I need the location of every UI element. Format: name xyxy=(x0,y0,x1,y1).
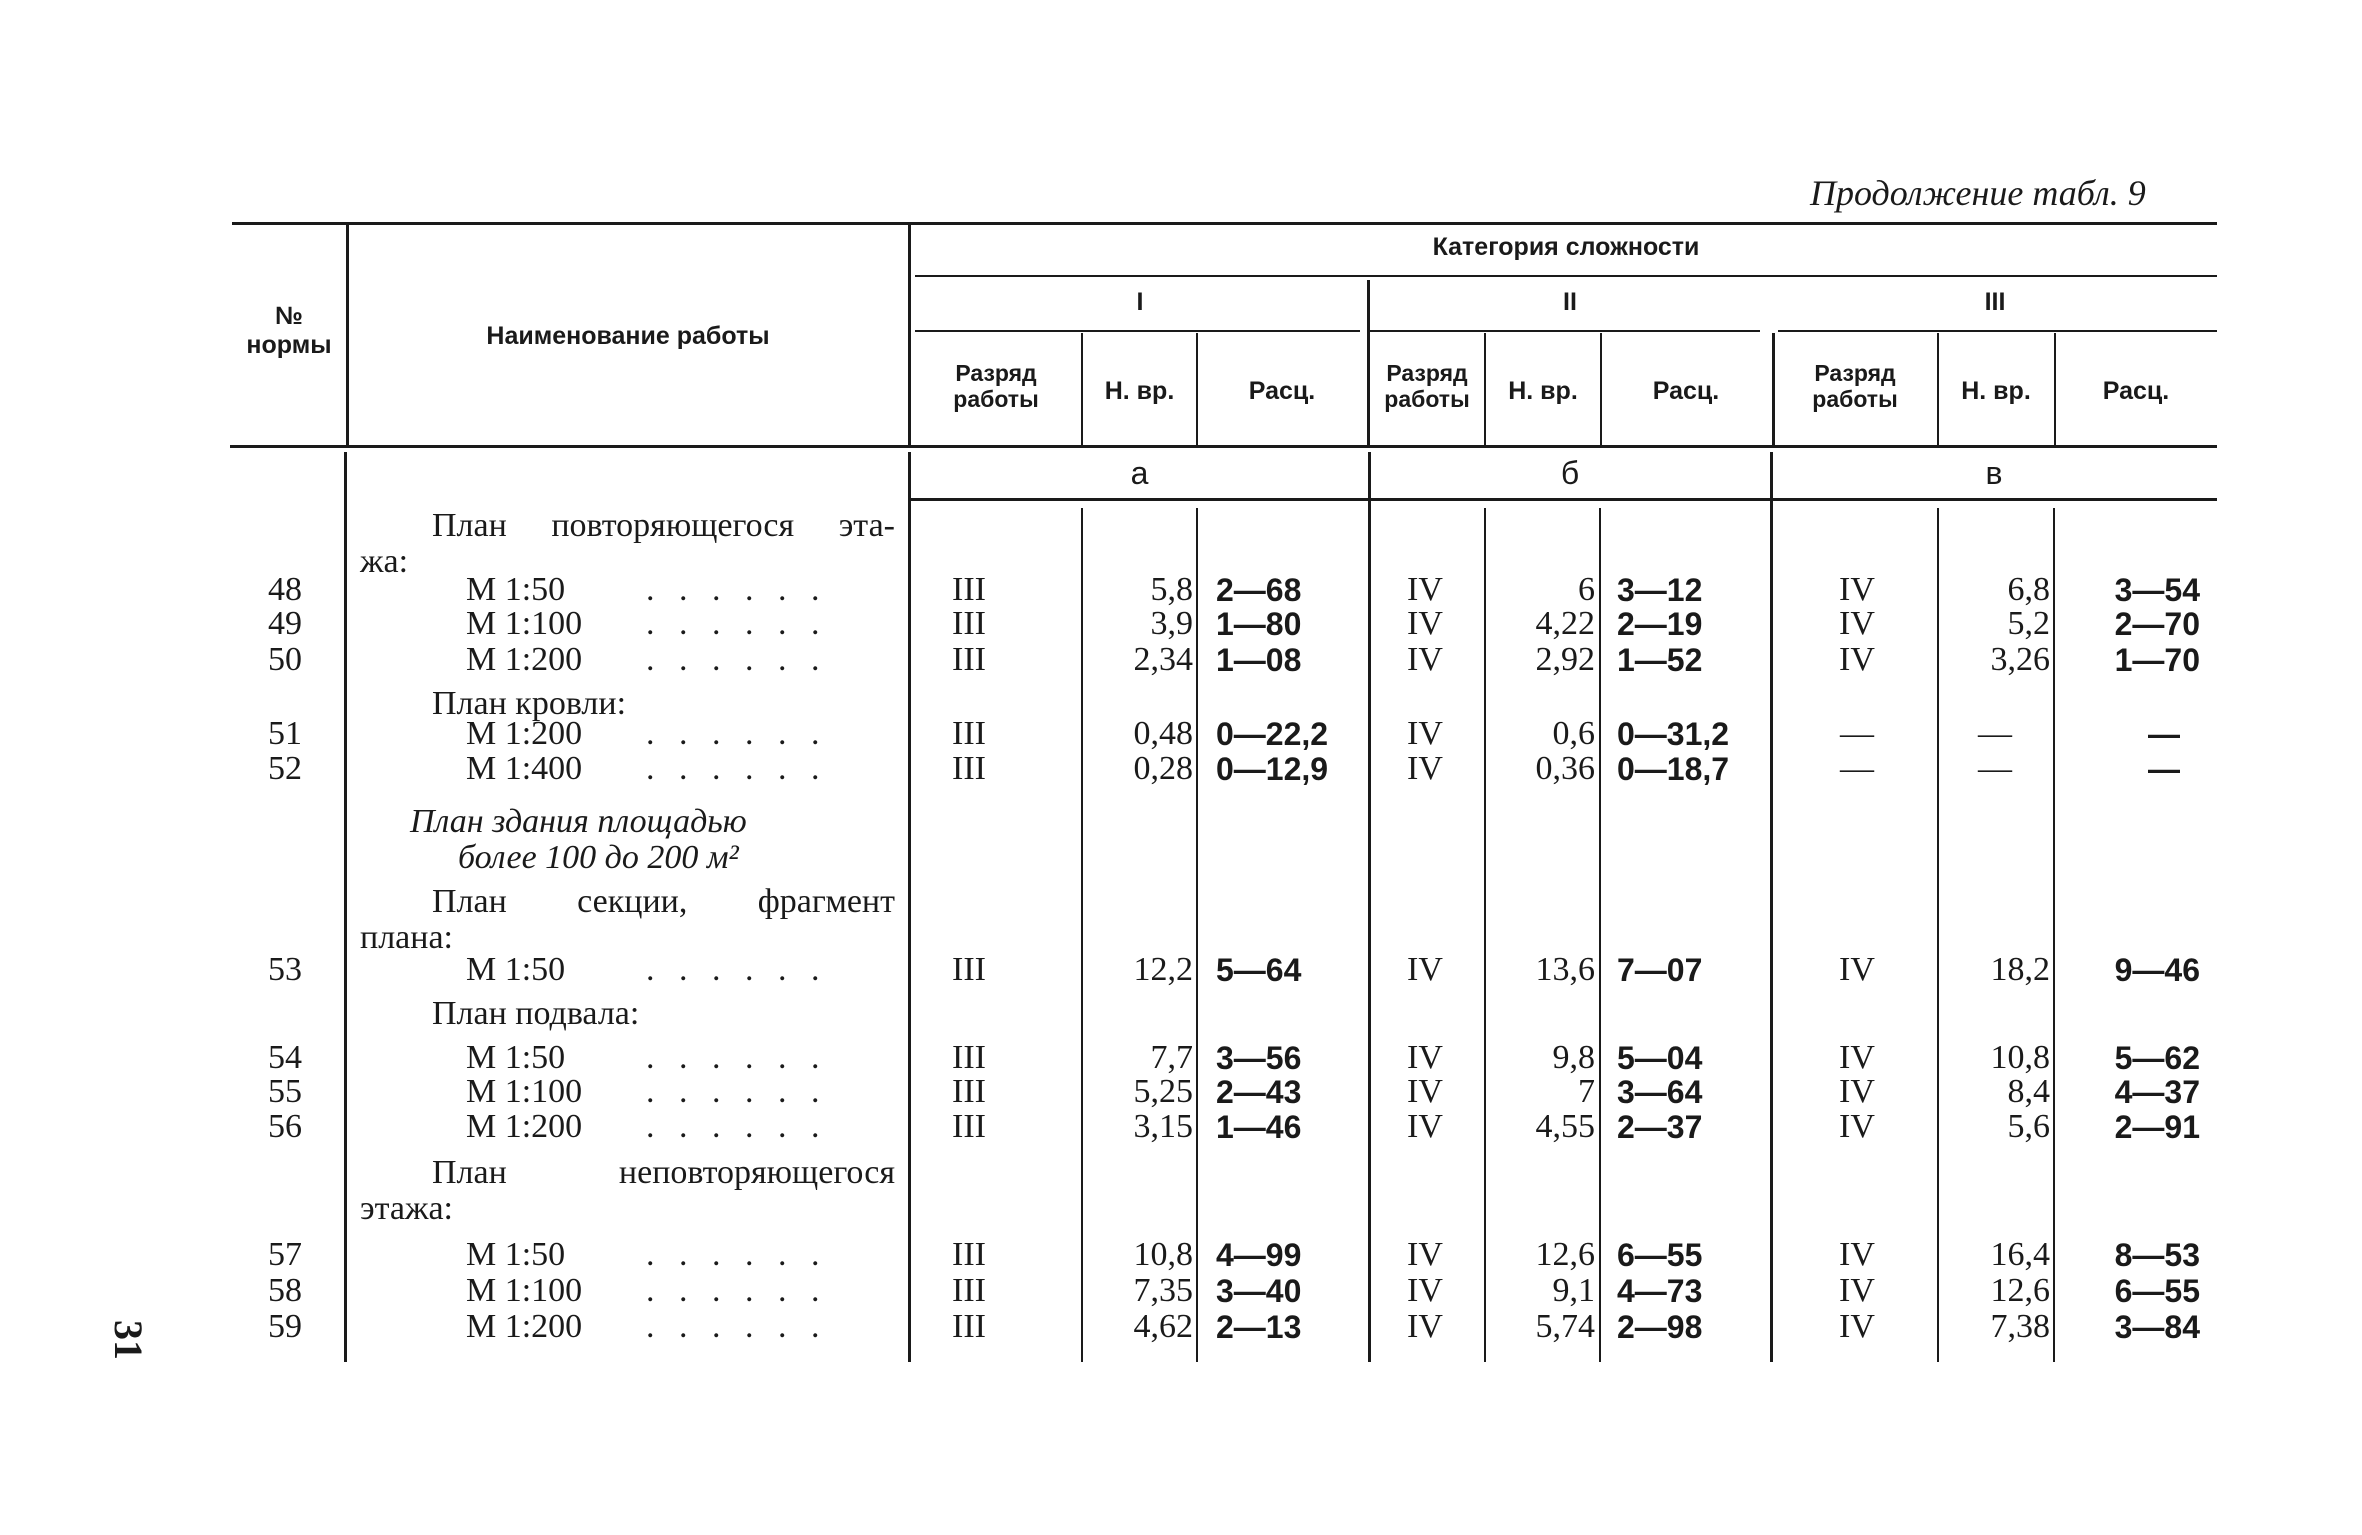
cell-razr: III xyxy=(952,951,986,988)
leader-dots: . . . . . . xyxy=(646,1039,828,1076)
cell-norm-time: 5,2 xyxy=(2007,605,2050,642)
cell-razr: IV xyxy=(1839,1073,1875,1110)
cell-razr: III xyxy=(952,571,986,608)
rule-top xyxy=(232,222,2217,225)
table-caption: Продолжение табл. 9 xyxy=(1810,173,2146,213)
header-razr-3-l1: Разряд xyxy=(1814,360,1896,386)
cell-rate: 3—12 xyxy=(1617,572,1703,608)
cell-rate: 2—37 xyxy=(1617,1109,1703,1145)
row-number: 50 xyxy=(268,641,302,678)
section-line: плана: xyxy=(360,919,453,956)
rule-cat-ii xyxy=(1370,330,1760,332)
section-line: План секции, фрагмент xyxy=(432,883,895,920)
leader-dots: . . . . . . xyxy=(646,1272,828,1309)
cell-rate: — xyxy=(2148,716,2180,752)
row-name: М 1:200 xyxy=(466,1108,583,1145)
row-number: 51 xyxy=(268,715,302,752)
cell-rate: 2—68 xyxy=(1216,572,1302,608)
cell-razr: III xyxy=(952,641,986,678)
section-title: План подвала: xyxy=(432,995,640,1032)
header-cat-iii: III xyxy=(1984,288,2006,316)
cell-razr: IV xyxy=(1839,1272,1875,1309)
leader-dots: . . . . . . xyxy=(646,605,828,642)
cell-rate: 3—56 xyxy=(1216,1040,1302,1076)
cell-norm-time: 2,34 xyxy=(1133,641,1193,678)
cell-razr: IV xyxy=(1839,571,1875,608)
cell-razr: III xyxy=(952,1308,986,1345)
cell-rate: 2—70 xyxy=(2114,606,2200,642)
row-name: М 1:200 xyxy=(466,715,583,752)
section-title xyxy=(360,1155,895,1227)
row-number: 57 xyxy=(268,1236,302,1273)
cell-rate: 3—40 xyxy=(1216,1273,1302,1309)
cell-rate: 2—91 xyxy=(2114,1109,2200,1145)
section-line: более 100 до 200 м² xyxy=(458,839,739,876)
page-number: 31 xyxy=(106,1320,151,1360)
cell-razr: III xyxy=(952,1073,986,1110)
row-number: 56 xyxy=(268,1108,302,1145)
cell-rate: 2—98 xyxy=(1617,1309,1703,1345)
cell-norm-time: 7 xyxy=(1578,1073,1595,1110)
rule-category xyxy=(915,275,2217,277)
header-razr-2-l2: работы xyxy=(1384,386,1470,412)
cell-norm-time: 7,38 xyxy=(1990,1308,2050,1345)
row-number: 52 xyxy=(268,750,302,787)
vrule-name xyxy=(908,225,911,445)
cell-razr: IV xyxy=(1839,1108,1875,1145)
cell-rate: 5—64 xyxy=(1216,952,1302,988)
cell-razr: III xyxy=(952,750,986,787)
cell-norm-time: 12,2 xyxy=(1133,951,1193,988)
header-nvr-2: Н. вр. xyxy=(1508,377,1578,405)
cell-norm-time: 4,62 xyxy=(1133,1308,1193,1345)
cell-norm-time: 10,8 xyxy=(1133,1236,1193,1273)
cell-rate: 0—31,2 xyxy=(1617,716,1730,752)
header-razr-2 xyxy=(1370,360,1484,412)
cell-norm-time: 10,8 xyxy=(1990,1039,2050,1076)
cell-norm-time: 3,15 xyxy=(1133,1108,1193,1145)
cell-razr: IV xyxy=(1839,1039,1875,1076)
cell-razr: IV xyxy=(1407,750,1443,787)
letter-a: а xyxy=(1130,455,1149,491)
cell-rate: 6—55 xyxy=(2114,1273,2200,1309)
row-number: 49 xyxy=(268,605,302,642)
cell-razr: IV xyxy=(1407,1236,1443,1273)
cell-norm-time: 4,22 xyxy=(1535,605,1595,642)
row-number: 55 xyxy=(268,1073,302,1110)
leader-dots: . . . . . . xyxy=(646,715,828,752)
cell-norm-time: 0,28 xyxy=(1133,750,1193,787)
header-nvr-1: Н. вр. xyxy=(1104,377,1175,405)
row-name: М 1:400 xyxy=(466,750,583,787)
cell-norm-time: 13,6 xyxy=(1535,951,1595,988)
cell-norm-time: 3,9 xyxy=(1150,605,1193,642)
vrule-body-2 xyxy=(1196,508,1198,1362)
vrule-body-5 xyxy=(1599,508,1601,1362)
cell-norm-time: 7,35 xyxy=(1133,1272,1193,1309)
leader-dots: . . . . . . xyxy=(646,1073,828,1110)
cell-norm-time: 3,26 xyxy=(1990,641,2050,678)
cell-rate: 1—08 xyxy=(1216,642,1302,678)
cell-rate: 3—84 xyxy=(2114,1309,2200,1345)
cell-razr: IV xyxy=(1407,1272,1443,1309)
vrule-body-name xyxy=(908,452,911,1362)
cell-rate: 6—55 xyxy=(1617,1237,1703,1273)
leader-dots: . . . . . . xyxy=(646,571,828,608)
cell-norm-time: 4,55 xyxy=(1535,1108,1595,1145)
leader-dots: . . . . . . xyxy=(646,1236,828,1273)
cell-razr: III xyxy=(952,1039,986,1076)
row-name: М 1:50 xyxy=(466,1236,566,1273)
leader-dots: . . . . . . xyxy=(646,1308,828,1345)
section-line: План неповторяющегося xyxy=(432,1154,895,1191)
cell-norm-time: — xyxy=(1978,715,2012,752)
section-line: План здания площадью xyxy=(410,803,747,840)
cell-rate: 9—46 xyxy=(2114,952,2200,988)
vrule-body-8 xyxy=(2053,508,2055,1362)
cell-razr: — xyxy=(1840,750,1874,787)
header-cat-i: I xyxy=(1136,288,1144,316)
cell-rate: 0—22,2 xyxy=(1216,716,1329,752)
cell-rate: 5—04 xyxy=(1617,1040,1703,1076)
cell-razr: III xyxy=(952,605,986,642)
header-razr-3-l2: работы xyxy=(1812,386,1898,412)
cell-norm-time: 5,6 xyxy=(2007,1108,2050,1145)
cell-razr: IV xyxy=(1839,1236,1875,1273)
cell-rate: 3—64 xyxy=(1617,1074,1703,1110)
cell-rate: 8—53 xyxy=(2114,1237,2200,1273)
cell-razr: IV xyxy=(1839,951,1875,988)
leader-dots: . . . . . . xyxy=(646,641,828,678)
cell-norm-time: 12,6 xyxy=(1990,1272,2050,1309)
section-title xyxy=(360,884,895,956)
leader-dots: . . . . . . xyxy=(646,1108,828,1145)
row-name: М 1:50 xyxy=(466,951,566,988)
row-name: М 1:50 xyxy=(466,1039,566,1076)
header-no-line1: № xyxy=(275,302,303,330)
cell-razr: III xyxy=(952,1236,986,1273)
cell-norm-time: 16,4 xyxy=(1990,1236,2050,1273)
cell-razr: III xyxy=(952,715,986,752)
header-name: Наименование работы xyxy=(486,322,770,350)
cell-norm-time: 2,92 xyxy=(1535,641,1595,678)
cell-norm-time: 0,6 xyxy=(1552,715,1595,752)
cell-rate: 0—12,9 xyxy=(1216,751,1329,787)
rule-cat-iii xyxy=(1778,330,2217,332)
cell-rate: 3—54 xyxy=(2114,572,2200,608)
section-line: План повторяющегося эта- xyxy=(432,507,895,544)
cell-norm-time: 5,8 xyxy=(1150,571,1193,608)
header-razr-1 xyxy=(912,360,1080,412)
cell-norm-time: — xyxy=(1978,750,2012,787)
cell-rate: 1—70 xyxy=(2114,642,2200,678)
cell-rate: 1—52 xyxy=(1617,642,1703,678)
row-number: 58 xyxy=(268,1272,302,1309)
cell-rate: 2—13 xyxy=(1216,1309,1302,1345)
cell-norm-time: 12,6 xyxy=(1535,1236,1595,1273)
cell-razr: IV xyxy=(1407,1039,1443,1076)
cell-norm-time: 6 xyxy=(1578,571,1595,608)
cell-razr: IV xyxy=(1839,641,1875,678)
cell-norm-time: 9,1 xyxy=(1552,1272,1595,1309)
section-title xyxy=(360,508,895,580)
header-rasc-1: Расц. xyxy=(1248,377,1316,405)
cell-razr: III xyxy=(952,1108,986,1145)
row-name: М 1:200 xyxy=(466,641,583,678)
section-line: этажа: xyxy=(360,1190,453,1227)
cell-norm-time: 9,8 xyxy=(1552,1039,1595,1076)
row-name: М 1:50 xyxy=(466,571,566,608)
vrule-body-no xyxy=(344,452,347,1362)
cell-rate: 0—18,7 xyxy=(1617,751,1730,787)
vrule-body-7 xyxy=(1937,508,1939,1362)
cell-razr: IV xyxy=(1839,1308,1875,1345)
cell-norm-time: 8,4 xyxy=(2007,1073,2050,1110)
cell-razr: IV xyxy=(1407,951,1443,988)
header-razr-1-l2: работы xyxy=(953,386,1039,412)
cell-razr: IV xyxy=(1407,605,1443,642)
section-title: План кровли: xyxy=(432,685,627,722)
vrule-no xyxy=(346,225,349,445)
row-number: 54 xyxy=(268,1039,302,1076)
cell-rate: 4—99 xyxy=(1216,1237,1302,1273)
header-no xyxy=(232,302,346,360)
header-razr-3 xyxy=(1774,360,1936,412)
header-category: Категория сложности xyxy=(1432,233,1700,261)
cell-rate: 1—80 xyxy=(1216,606,1302,642)
cell-rate: 2—19 xyxy=(1617,606,1703,642)
header-nvr-3: Н. вр. xyxy=(1961,377,2031,405)
cell-razr: IV xyxy=(1839,605,1875,642)
row-number: 53 xyxy=(268,951,302,988)
cell-rate: 1—46 xyxy=(1216,1109,1302,1145)
letter-v: в xyxy=(1985,455,2003,491)
cell-razr: IV xyxy=(1407,1108,1443,1145)
leader-dots: . . . . . . xyxy=(646,750,828,787)
header-no-line2: нормы xyxy=(246,331,332,359)
cell-norm-time: 6,8 xyxy=(2007,571,2050,608)
cell-rate: 2—43 xyxy=(1216,1074,1302,1110)
cell-razr: — xyxy=(1840,715,1874,752)
leader-dots: . . . . . . xyxy=(646,951,828,988)
header-razr-2-l1: Разряд xyxy=(1386,360,1468,386)
cell-razr: IV xyxy=(1407,1308,1443,1345)
rule-letters xyxy=(910,498,2217,501)
cell-rate: — xyxy=(2148,751,2180,787)
cell-norm-time: 5,74 xyxy=(1535,1308,1595,1345)
header-rasc-3: Расц. xyxy=(2102,377,2170,405)
section-line: жа: xyxy=(360,543,409,580)
cell-norm-time: 5,25 xyxy=(1133,1073,1193,1110)
row-name: М 1:200 xyxy=(466,1308,583,1345)
cell-norm-time: 0,48 xyxy=(1133,715,1193,752)
cell-norm-time: 7,7 xyxy=(1150,1039,1193,1076)
vrule-body-4 xyxy=(1484,508,1486,1362)
cell-razr: IV xyxy=(1407,715,1443,752)
row-number: 48 xyxy=(268,571,302,608)
cell-norm-time: 18,2 xyxy=(1990,951,2050,988)
cell-razr: IV xyxy=(1407,571,1443,608)
header-rasc-2: Расц. xyxy=(1652,377,1720,405)
cell-rate: 4—37 xyxy=(2114,1074,2200,1110)
cell-razr: IV xyxy=(1407,641,1443,678)
cell-rate: 7—07 xyxy=(1617,952,1703,988)
row-name: М 1:100 xyxy=(466,1073,583,1110)
cell-razr: III xyxy=(952,1272,986,1309)
row-name: М 1:100 xyxy=(466,605,583,642)
cell-rate: 4—73 xyxy=(1617,1273,1703,1309)
cell-rate: 5—62 xyxy=(2114,1040,2200,1076)
cell-razr: IV xyxy=(1407,1073,1443,1110)
header-cat-ii: II xyxy=(1563,288,1577,316)
rule-header-bottom xyxy=(230,445,2217,448)
cell-norm-time: 0,36 xyxy=(1535,750,1595,787)
section-title xyxy=(410,804,747,876)
vrule-body-6 xyxy=(1770,452,1773,1362)
header-razr-1-l1: Разряд xyxy=(955,360,1037,386)
row-name: М 1:100 xyxy=(466,1272,583,1309)
row-number: 59 xyxy=(268,1308,302,1345)
letter-b: б xyxy=(1560,455,1580,491)
rule-cat-i xyxy=(915,330,1360,332)
